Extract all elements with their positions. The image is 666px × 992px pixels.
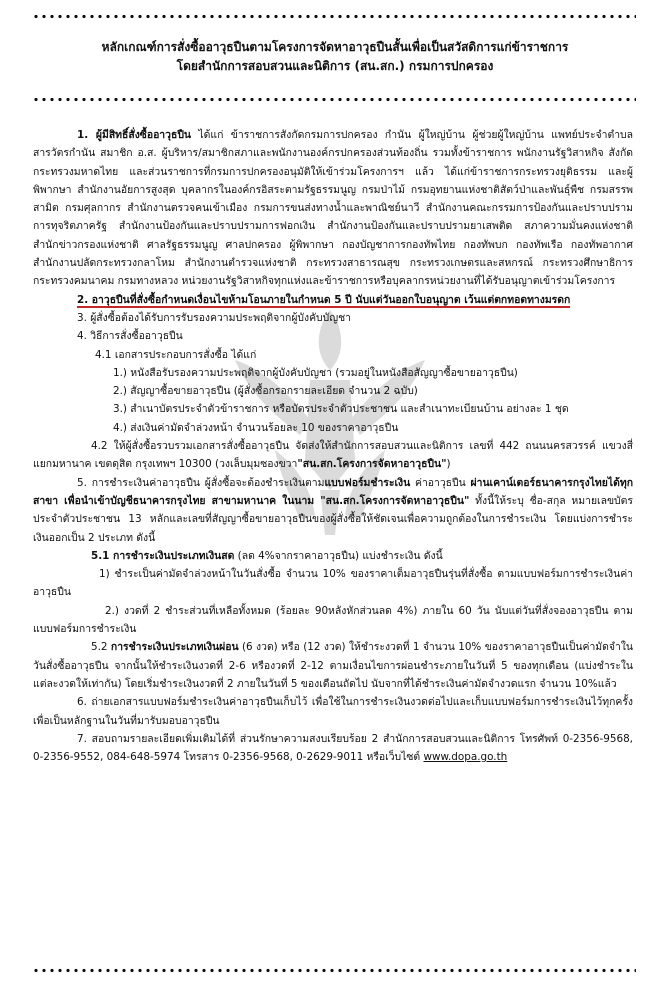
section-4-1-text: ได้แก่ xyxy=(227,348,257,361)
section-5-1-item-1: 1) ชำระเป็นค่ามัดจำล่วงหน้าในวันสั่งซื้อ จำนวน 10% ของราคาเต็มอาวุธปืนรุ่นที่สั่งซื้อ ตามแบบฟอร์มการชำระเงินค่าอาวุธปืน xyxy=(33,568,633,599)
website-link[interactable]: www.dopa.go.th xyxy=(423,751,508,764)
section-5-e: ทั้งนี้ให้ระบุ ชื่อ-สกุล หมายเลขบัตรประจำตัวประชาชน 13 หลักและเลขที่สัญญาซื้อขายอาวุธปืนของผู้สั่งซื้อให้ชัดเจนเพื่อความถูกต้องในการชำระเงิน โดยแบ่งการชำระเงินออกเป็น 2 ประเภท ดังนี้ xyxy=(33,494,633,544)
title-dotted-rule xyxy=(32,97,636,102)
section-4: 4. วิธีการสั่งซื้ออาวุธปืน xyxy=(77,330,183,343)
section-5-1-text: (ลด 4%จากราคาอาวุธปืน) แบ่งชำระเงิน ดังนี้ xyxy=(234,549,443,562)
top-dotted-rule xyxy=(32,14,636,19)
document-title xyxy=(40,38,630,76)
list-item: 4.) ส่งเงินค่ามัดจำล่วงหน้า จำนวนร้อยละ 10 ของราคาอาวุธปืน xyxy=(113,421,399,434)
section-1-text: ได้แก่ ข้าราชการสังกัดกรมการปกครอง กำนัน ผู้ใหญ่บ้าน ผู้ช่วยผู้ใหญ่บ้าน แพทย์ประจำตำบล สารวัตรกำนัน สมาชิก อ.ส. ผู้บริหาร/สมาชิกสภาและพนักงานองค์กรปกครองส่วนท้องถิ่น รวมทั้งข้าราชการ พนักงานรัฐวิสาหกิจ สังกัดกระทรวงมหาดไทย และส่วนราชการที่กรมการปกครองอนุมัติให้เข้าร่วมโครงการฯ แล้ว ได้แก่ข้าราชการกระทรวงยุติธรรม และผู้พิพากษา สำนักงานอัยการสูงสุด บุคลากรในองค์กรอิสระตามรัฐธรรมนูญ กรมป่าไม้ กรมอุทยานแห่งชาติสัตว์ป่าและพันธุ์พืช กรมสรรพสามิต กรมศุลกากร สำนักงานตรวจคนเข้าเมือง กรมการขนส่งทางน้ำและพาณิชย์นาวี สำนักงานคณะกรรมการป้องกันและปราบปรามการทุจริตภาครัฐ สำนักงานป้องกันและปราบปรามการฟอกเงิน สำนักงานป้องกันและปราบปรามยาเสพติด สภาความมั่นคงแห่งชาติ สำนักข่าวกรองแห่งชาติ ศาลรัฐธรรมนูญ ศาลปกครอง ผู้พิพากษา กองบัญชาการกองทัพไทย กองทัพบก กองทัพเรือ กองทัพอากาศ สำนักงานปลัดกระทรวงกลาโหม สำนักงานตำรวจแห่งชาติ กระทรวงสาธารณสุข กระทรวงเกษตรและสหกรณ์ กระทรวงศึกษาธิการ กระทรวงคมนาคม กรมทางหลวง หน่วยงานรัฐวิสาหกิจทุกแห่งและข้าราชการหรือบุคลากรหน่วยงานที่ได้รับอนุญาตเข้าร่วมโครงการ xyxy=(33,129,633,288)
section-5-2-text: (6 งวด) หรือ (12 งวด) ให้ชำระงวดที่ 1 จำนวน 10% ของราคาอาวุธปืนเป็นค่ามัดจำในวันสั่งซื้ออาวุธปืน จากนั้นให้ชำระเงินงวดที่ 2-6 หรืองวดที่ 2-12 ตามเงื่อนไขการผ่อนชำระภายในวันที่ 5 ของทุกเดือน (แบ่งชำระในแต่ละงวดให้เท่ากัน) โดยเริ่มชำระเงินงวดที่ 2 ภายในวันที่ 5 ของเดือนถัดไป นับจากที่ได้ชำระเงินค่ามัดจำงวดแรก จำนวน 10%แล้ว xyxy=(33,641,633,690)
section-7 xyxy=(33,730,633,767)
section-2 xyxy=(33,291,633,309)
bottom-dotted-rule xyxy=(32,968,636,973)
section-5-a: 5. การชำระเงินค่าอาวุธปืน ผู้สั่งซื้อจะต้องชำระเงินตาม xyxy=(77,476,325,489)
title-line-1: หลักเกณฑ์การสั่งซื้ออาวุธปืนตามโครงการจัดหาอาวุธปืนสั้นเพื่อเป็นสวัสดิการแก่ข้าราชการ xyxy=(101,40,569,54)
section-1 xyxy=(33,126,633,291)
section-4-2-bold: "สน.สก.โครงการจัดหาอาวุธปืน" xyxy=(297,458,447,471)
list-item: 3.) สำเนาบัตรประจำตัวข้าราชการ หรือบัตรประจำตัวประชาชน และสำเนาทะเบียนบ้าน อย่างละ 1 ชุด xyxy=(113,403,569,416)
section-7-text: 7. สอบถามรายละเอียดเพิ่มเติมได้ที่ ส่วนรักษาความสงบเรียบร้อย 2 สำนักการสอบสวนและนิติการ โทรศัพท์ 0-2356-9568, 0-2356-9552, 084-648-5974 โทรสาร 0-2356-9568, 0-2629-9011 หรือเว็บไซต์ xyxy=(33,732,633,764)
section-4-1-label: 4.1 เอกสารประกอบการสั่งซื้อ xyxy=(95,348,228,361)
section-5-c: ค่าอาวุธปืน xyxy=(410,476,471,489)
section-4-2-text: 4.2 ให้ผู้สั่งซื้อรวบรวมเอกสารสั่งซื้ออาวุธปืน จัดส่งให้สำนักการสอบสวนและนิติการ เลขที่ 442 ถนนนครสวรรค์ แขวงสี่แยกมหานาค เขตดุสิต กรุงเทพฯ 10300 (วงเล็บมุมซองขวา xyxy=(33,440,633,471)
section-1-label: 1. ผู้มีสิทธิ์สั่งซื้ออาวุธปืน xyxy=(77,129,192,141)
section-5-2-a: 5.2 xyxy=(91,641,111,654)
section-4-1 xyxy=(33,346,633,364)
section-5-2-label: การชำระเงินประเภทเงินผ่อน xyxy=(110,641,239,654)
list-item: 1.) หนังสือรับรองความประพฤติจากผู้บังคับบัญชา (รวมอยู่ในหนังสือสัญญาซื้อขายอาวุธปืน) xyxy=(113,366,518,379)
section-5-b: แบบฟอร์มชำระเงิน xyxy=(324,476,411,489)
section-4-2 xyxy=(33,437,633,474)
section-2-text: 2. อาวุธปืนที่สั่งซื้อกำหนดเงื่อนไขห้ามโอนภายในกำหนด 5 ปี นับแต่วันออกใบอนุญาต เว้นแต่ตกทอดทางมรดก xyxy=(77,293,571,306)
section-5-1-item-2: 2.) งวดที่ 2 ชำระส่วนที่เหลือทั้งหมด (ร้อยละ 90หลังหักส่วนลด 4%) ภายใน 60 วัน นับแต่วันที่สั่งจองอาวุธปืน ตามแบบฟอร์มการชำระเงิน xyxy=(33,604,633,636)
section-5-1 xyxy=(33,547,633,565)
section-5-1-label: 5.1 การชำระเงินประเภทเงินสด xyxy=(91,549,235,562)
title-line-2: โดยสำนักการสอบสวนและนิติการ (สน.สก.) กรมการปกครอง xyxy=(176,59,494,73)
section-3: 3. ผู้สั่งซื้อต้องได้รับการรับรองความประพฤติจากผู้บังคับบัญชา xyxy=(77,311,351,324)
section-5-d: ผ่านเคาน์เตอร์ธนาคารกรุงไทยได้ทุกสาขา เพื่อนำเข้าบัญชีธนาคารกรุงไทย สาขามหานาค ในนาม "สน.สก.โครงการจัดหาอาวุธปืน" xyxy=(33,476,633,507)
section-5-2 xyxy=(33,638,633,693)
section-4-2-end: ) xyxy=(446,458,451,471)
document-body xyxy=(33,126,633,766)
section-5 xyxy=(33,474,633,547)
section-6: 6. ถ่ายเอกสารแบบฟอร์มชำระเงินค่าอาวุธปืนเก็บไว้ เพื่อใช้ในการชำระเงินงวดต่อไปและเก็บแบบฟอร์มการชำระเงินไว้ทุกครั้ง เพื่อเป็นหลักฐานในวันที่มารับมอบอาวุธปืน xyxy=(33,696,633,727)
list-item: 2.) สัญญาซื้อขายอาวุธปืน (ผู้สั่งซื้อกรอกรายละเอียด จำนวน 2 ฉบับ) xyxy=(113,385,418,398)
